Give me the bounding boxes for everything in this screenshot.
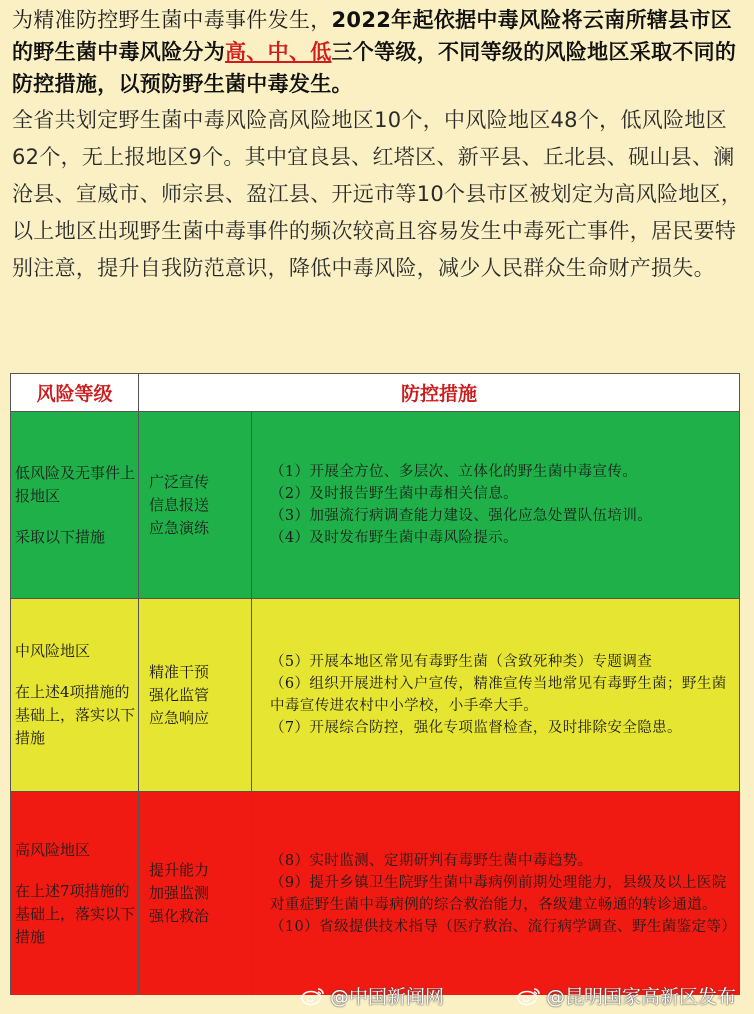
strategy-item: 应急演练 [149, 518, 210, 537]
header-risk-level: 风险等级 [11, 374, 139, 412]
watermark-left-text: @中国新闻网 [330, 986, 445, 1008]
measure-item: （10）省级提供技术指导（医疗救治、流行病学调查、野生菌鉴定等） [270, 918, 737, 935]
level-cell [11, 412, 139, 599]
measure-item: （6）组织开展进村入户宣传，精准宣传当地常见有毒野生菌；野生菌中毒宣传进农村中小学校，小手牵大手。 [270, 676, 727, 714]
strategy-item: 精准干预 [149, 662, 210, 681]
level-cell [11, 792, 139, 995]
strategy-item: 加强监测 [149, 884, 210, 902]
measure-item: （2）及时报告野生菌中毒相关信息。 [270, 486, 519, 502]
intro-lead: 为精准防控野生菌中毒事件发生， [12, 8, 332, 32]
intro-bold-a: 2022年起依据中毒风险将云南所辖县市区的野生菌中毒风险分为 [12, 8, 732, 64]
level-name: 高风险地区 [15, 840, 91, 859]
header-measures: 防控措施 [139, 374, 739, 412]
level-name: 低风险及无事件上报地区 [15, 463, 136, 505]
strategy-item: 广泛宣传 [149, 472, 210, 491]
intro-risk-levels: 高、中、低 [225, 40, 332, 64]
intro-paragraph-2: 全省共划定野生菌中毒风险高风险地区10个，中风险地区48个，低风险地区62个，无上报地区9个。其中宜良县、红塔区、新平县、丘北县、砚山县、澜沧县、宣威市、师宗县、盈江县、开远市等10个县市区被划定为高风险地区，以上地区出现野生菌中毒事件的频次较高且容易发生中毒死亡事件，居民要特别注意，提升自我防范意识，降低中毒风险，减少人民群众生命财产损失。 [12, 108, 743, 280]
table-header [11, 374, 739, 412]
strategy-item: 强化监管 [149, 685, 210, 704]
strategy-item: 强化救治 [149, 907, 210, 925]
measure-item: （8）实时监测、定期研判有毒野生菌中毒趋势。 [270, 852, 593, 869]
level-cell [11, 599, 139, 792]
measure-item: （9）提升乡镇卫生院野生菌中毒病例前期处理能力，县级及以上医院对重症野生菌中毒病例的综合救治能力，各级建立畅通的转诊通道。 [270, 874, 727, 913]
strategy-cell [139, 792, 252, 995]
measures-cell [252, 792, 739, 995]
intro-bold-b: 三个等级，不同等级的风险地区采取不同的防控措施，以预防野生菌中毒发生。 [12, 40, 737, 96]
level-sub: 采取以下措施 [15, 527, 106, 546]
strategy-item: 信息报送 [149, 495, 210, 514]
strategy-item: 提升能力 [149, 861, 210, 879]
measure-item: （3）加强流行病调查能力建设、强化应急处置队伍培训。 [270, 508, 653, 524]
measures-cell [252, 599, 739, 792]
intro-text [12, 4, 744, 287]
watermark-right [516, 982, 736, 1009]
watermark-left [300, 982, 444, 1009]
measure-item: （4）及时发布野生菌中毒风险提示。 [270, 530, 519, 546]
table-row-mid-risk [11, 599, 739, 792]
measure-item: （7）开展综合防控，强化专项监督检查，及时排除安全隐患。 [270, 720, 682, 736]
weibo-icon [516, 986, 542, 1006]
strategy-cell [139, 412, 252, 599]
level-sub: 在上述4项措施的基础上，落实以下措施 [15, 683, 136, 747]
weibo-icon [300, 986, 326, 1006]
level-name: 中风险地区 [15, 642, 91, 660]
risk-measures-table [10, 373, 740, 995]
intro-paragraph-1 [12, 4, 744, 100]
table-row-high-risk [11, 792, 739, 995]
table-row-low-risk [11, 412, 739, 599]
strategy-item: 应急响应 [149, 708, 210, 727]
strategy-cell [139, 599, 252, 792]
measure-item: （5）开展本地区常见有毒野生菌（含致死种类）专题调查 [270, 654, 653, 670]
watermark-right-text: @昆明国家高新区发布 [546, 986, 737, 1008]
level-sub: 在上述7项措施的基础上，落实以下措施 [15, 881, 136, 946]
measure-item: （1）开展全方位、多层次、立体化的野生菌中毒宣传。 [270, 464, 638, 480]
measures-cell [252, 412, 739, 599]
